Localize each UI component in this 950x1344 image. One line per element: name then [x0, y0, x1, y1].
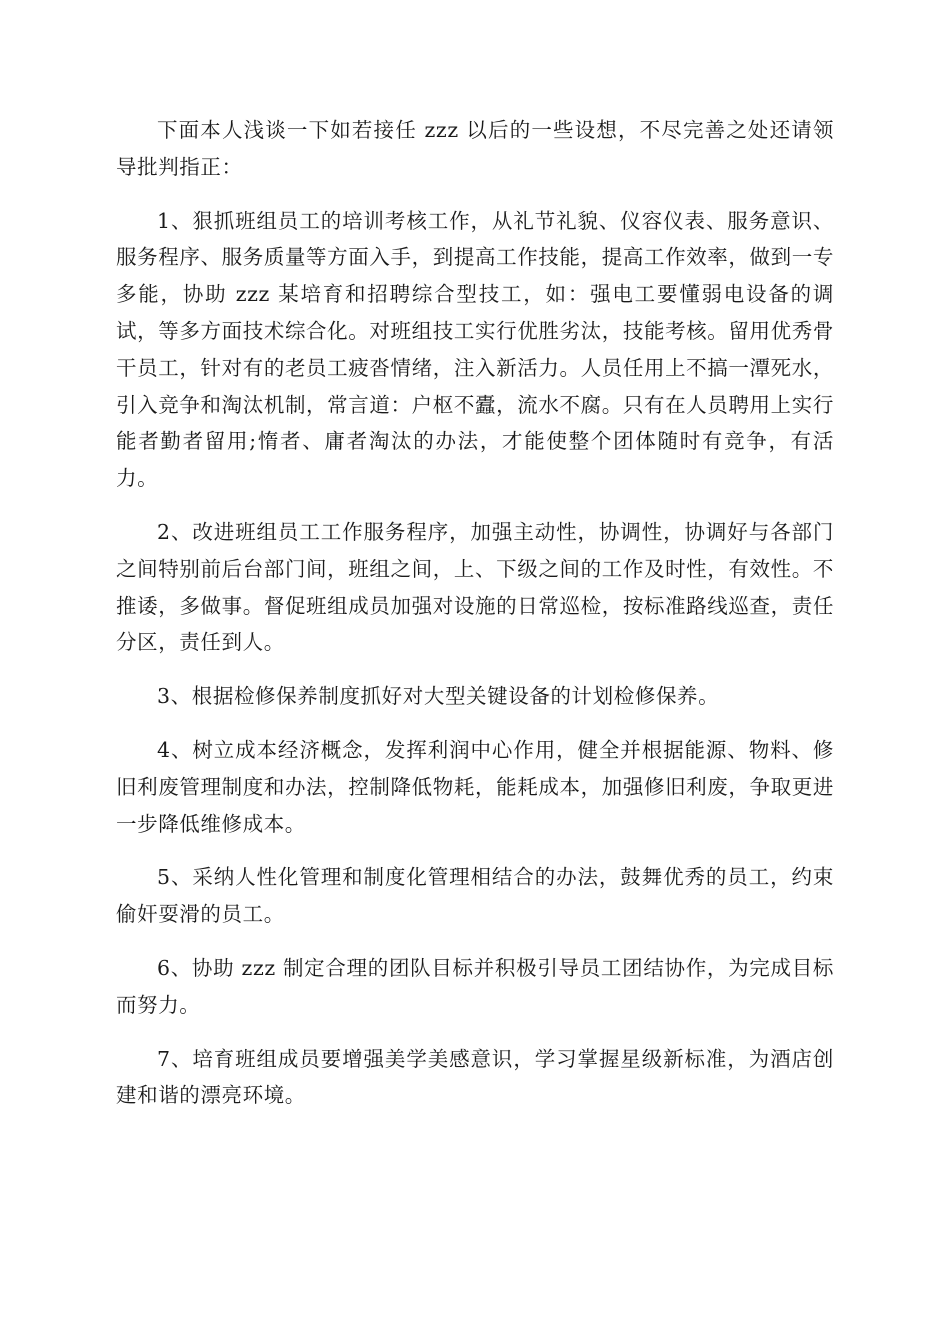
paragraph-item-3: 3、根据检修保养制度抓好对大型关键设备的计划检修保养。 [157, 684, 720, 709]
paragraph-item-2: 2、改进班组员工工作服务程序，加强主动性，协调性，协调好与各部门之间特别前后台部门间，班组之间，上、下级之间的工作及时性，有效性。不推诿，多做事。督促班组成员加强对设施的日常巡检，按标准路线巡查，责任分区，责任到人。 [116, 519, 834, 655]
paragraph-item-6: 6、协助 zzz 制定合理的团队目标并积极引导员工团结协作，为完成目标而努力。 [116, 955, 834, 1017]
paragraph-item-1: 1、狠抓班组员工的培训考核工作，从礼节礼貌、仪容仪表、服务意识、服务程序、服务质量等方面入手，到提高工作技能，提高工作效率，做到一专多能，协助 zzz 某培育和招聘综合型技工，如：强电工要懂弱电设备的调试，等多方面技术综合化。对班组技工实行优胜劣汰，技能考核。留用优秀骨干员工，针对有的老员工疲沓情绪，注入新活力。人员任用上不搞一潭死水，引入竞争和淘汰机制，常言道：户枢不蠹，流水不腐。只有在人员聘用上实行能者勤者留用;惰者、庸者淘汰的办法，才能使整个团体随时有竞争，有活力。 [116, 208, 834, 491]
document-body [116, 112, 834, 1131]
paragraph-intro: 下面本人浅谈一下如若接任 zzz 以后的一些设想，不尽完善之处还请领导批判指正： [116, 118, 834, 179]
paragraph-item-5: 5、采纳人性化管理和制度化管理相结合的办法，鼓舞优秀的员工，约束偷奸耍滑的员工。 [116, 865, 834, 927]
paragraph-item-4: 4、树立成本经济概念，发挥利润中心作用，健全并根据能源、物料、修旧利废管理制度和办法，控制降低物耗，能耗成本，加强修旧利废，争取更进一步降低维修成本。 [116, 737, 834, 836]
paragraph-item-7: 7、培育班组成员要增强美学美感意识，学习掌握星级新标准，为酒店创建和谐的漂亮环境。 [116, 1046, 834, 1108]
